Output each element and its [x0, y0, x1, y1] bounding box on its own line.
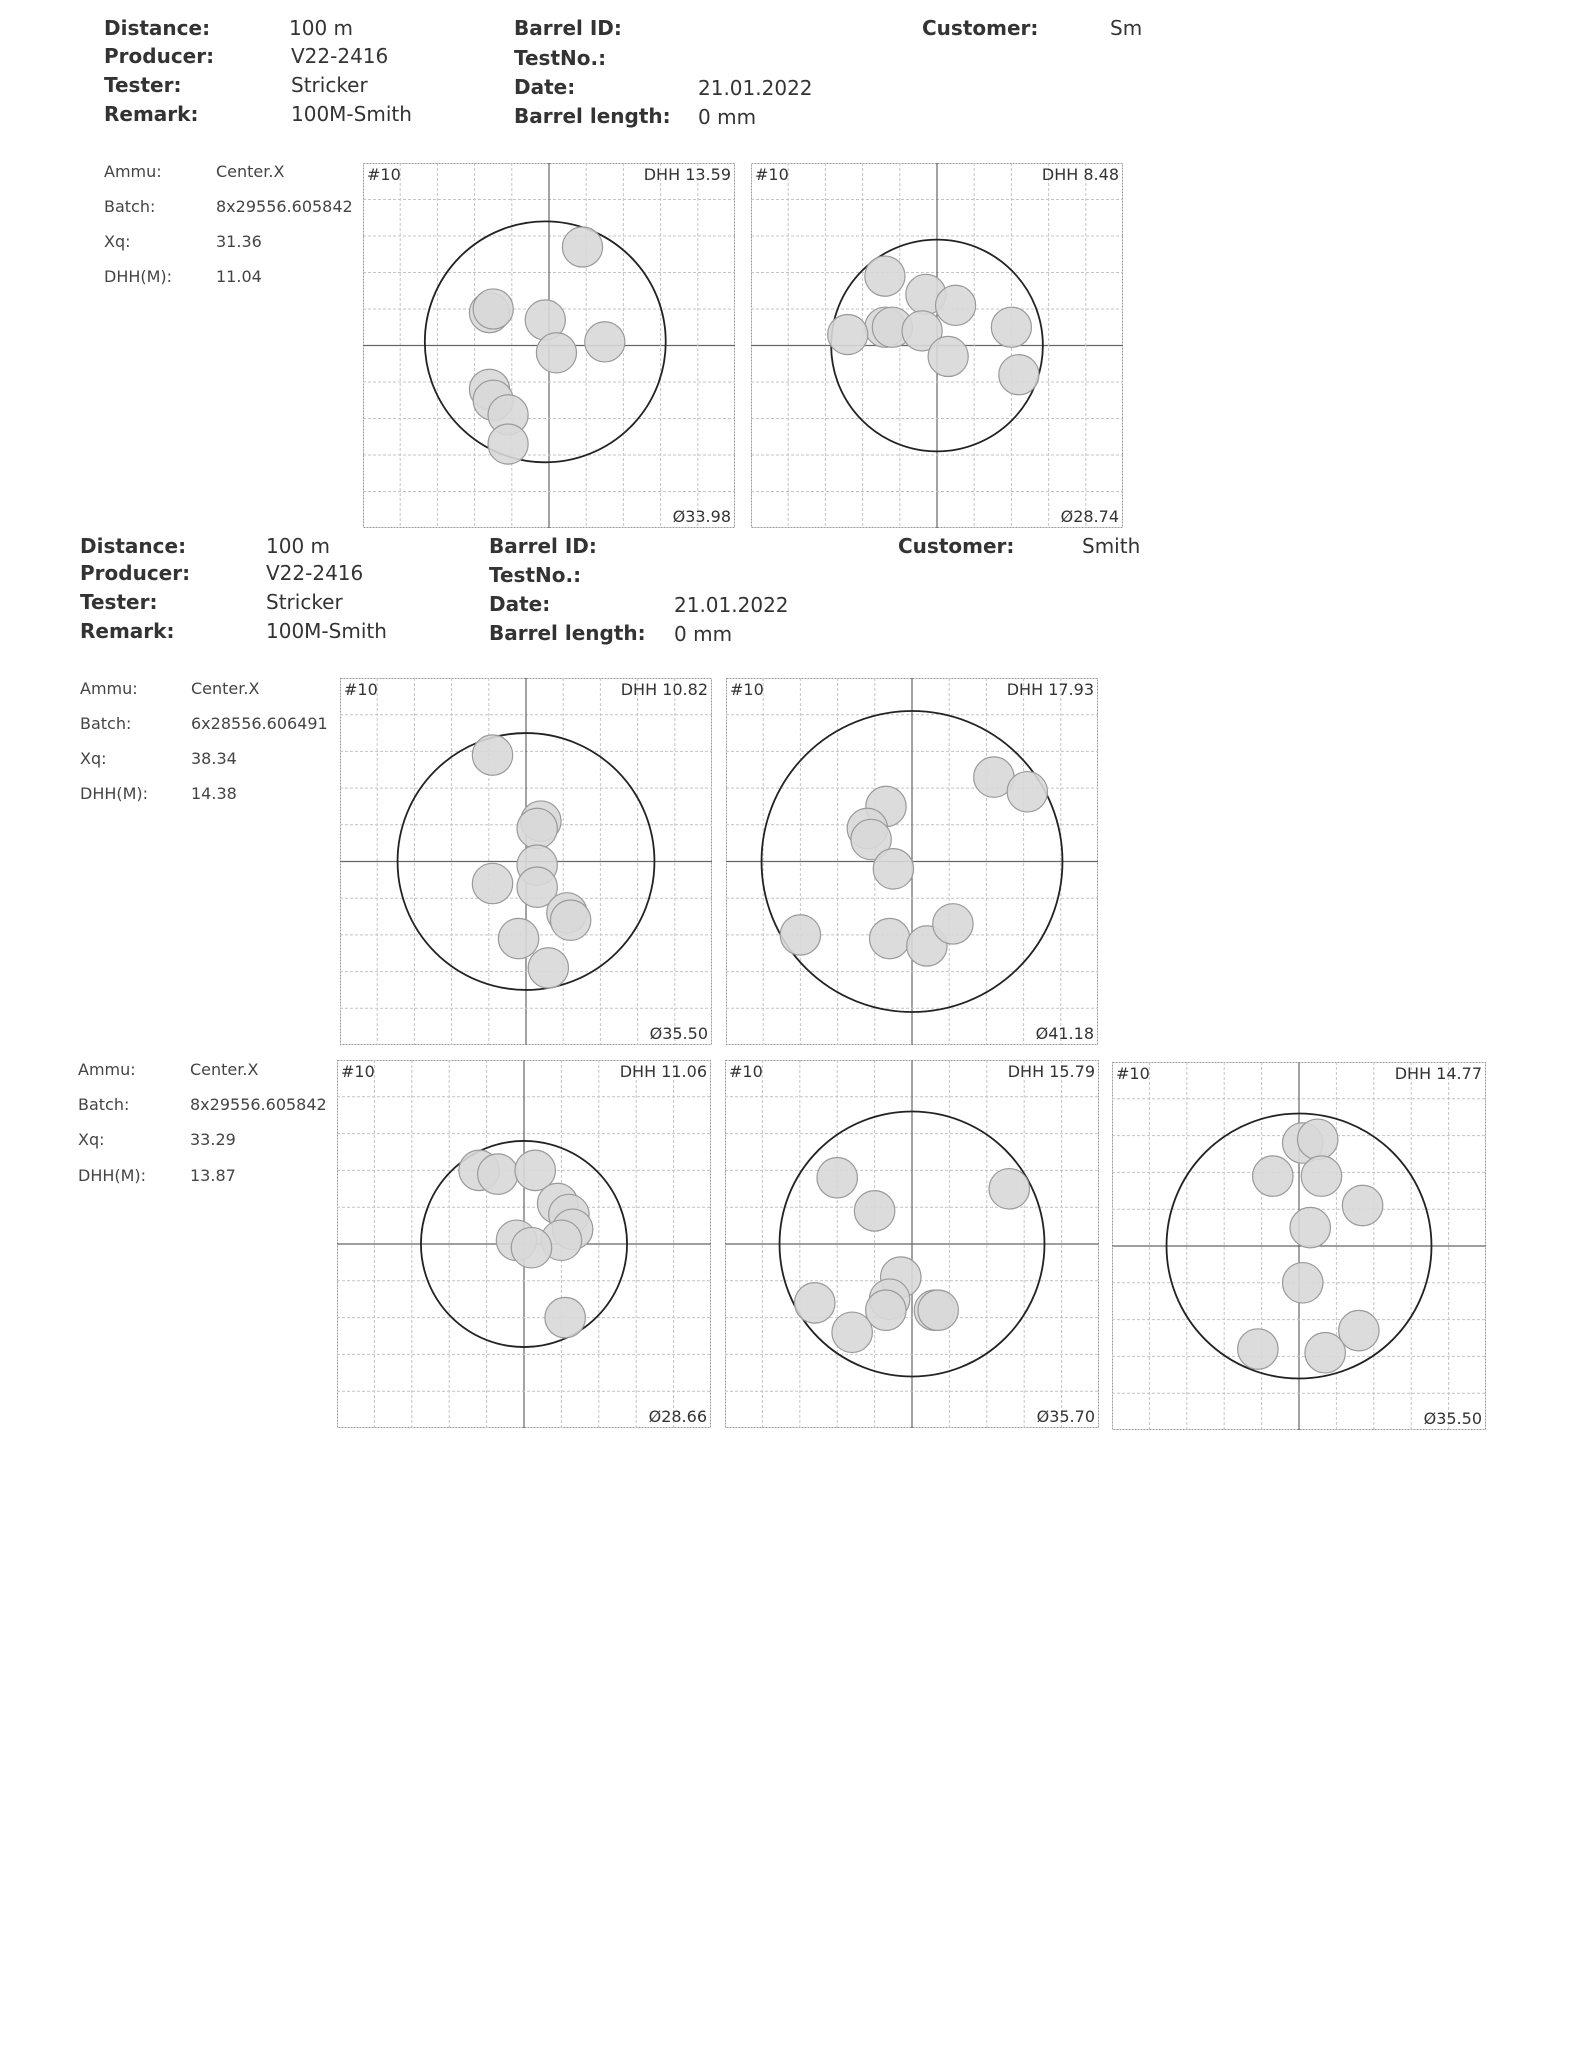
- tester-value: Stricker: [266, 590, 343, 614]
- bullet-hole: [488, 424, 528, 464]
- xq-label: Xq:: [80, 749, 107, 768]
- date-label: Date:: [489, 592, 551, 616]
- bullet-hole: [545, 1297, 585, 1337]
- customer-value: Smith: [1082, 534, 1141, 558]
- shot-count-label: #10: [367, 165, 401, 184]
- bullet-hole: [478, 1154, 518, 1194]
- shot-count-label: #10: [1116, 1064, 1150, 1083]
- ammu-value: Center.X: [216, 162, 285, 181]
- bullet-hole: [1290, 1207, 1330, 1247]
- tester-label: Tester:: [104, 73, 182, 97]
- diameter-label: Ø35.70: [1036, 1407, 1095, 1426]
- target-plot: [751, 163, 1123, 528]
- barrel-id-label-cut: [514, 16, 622, 40]
- customer-label: Customer:: [922, 16, 1039, 40]
- bullet-hole: [999, 355, 1039, 395]
- bullet-hole: [933, 904, 973, 944]
- barrel-length-value: 0 mm: [698, 105, 757, 129]
- shot-count-label: #10: [341, 1062, 375, 1081]
- bullet-hole: [1301, 1156, 1341, 1196]
- producer-value: V22-2416: [291, 44, 389, 68]
- target-7: [1112, 1062, 1486, 1430]
- testno-label: TestNo.:: [514, 46, 607, 70]
- diameter-label: Ø33.98: [672, 507, 731, 526]
- customer-label: Customer:: [898, 534, 1015, 558]
- remark-value: 100M-Smith: [291, 102, 412, 126]
- xq-label: Xq:: [104, 232, 131, 251]
- remark-label: Remark:: [80, 619, 175, 643]
- target-2: [751, 163, 1123, 528]
- bullet-hole: [989, 1169, 1029, 1209]
- ammu-label: Ammu:: [80, 679, 138, 698]
- bullet-hole: [585, 322, 625, 362]
- barrel-length-label: Barrel length:: [489, 621, 646, 645]
- shot-count-label: #10: [755, 165, 789, 184]
- distance-label-cut: [104, 16, 211, 40]
- batch-value: 8x29556.605842: [190, 1095, 327, 1114]
- date-value: 21.01.2022: [698, 76, 813, 100]
- bullet-hole: [472, 735, 512, 775]
- distance-label-cut: [80, 534, 187, 558]
- dhh-label: DHH 10.82: [620, 680, 708, 699]
- ammu-label: Ammu:: [104, 162, 162, 181]
- bullet-hole: [817, 1158, 857, 1198]
- target-1: [363, 163, 735, 528]
- batch-label: Batch:: [78, 1095, 130, 1114]
- distance-value-cut: [289, 16, 354, 40]
- tester-value: Stricker: [291, 73, 368, 97]
- batch-label: Batch:: [104, 197, 156, 216]
- tester-label: Tester:: [80, 590, 158, 614]
- diameter-label: Ø41.18: [1035, 1024, 1094, 1043]
- customer-value-cut: [1110, 16, 1143, 40]
- bullet-hole: [1339, 1310, 1379, 1350]
- distance-value: 100 m: [266, 534, 331, 558]
- dhh-label: DHH(M):: [78, 1166, 147, 1185]
- barrel-id-label: Barrel ID:: [514, 16, 622, 40]
- bullet-hole: [866, 1290, 906, 1330]
- ammu-label: Ammu:: [78, 1060, 136, 1079]
- shot-count-label: #10: [729, 1062, 763, 1081]
- bullet-hole: [936, 285, 976, 325]
- bullet-hole: [1253, 1156, 1293, 1196]
- bullet-hole: [1305, 1332, 1345, 1372]
- dhh-value: 14.38: [191, 784, 237, 803]
- remark-value: 100M-Smith: [266, 619, 387, 643]
- dhh-label: DHH 8.48: [1041, 165, 1119, 184]
- customer-label-cut: [898, 534, 1015, 558]
- bullet-hole: [854, 1191, 894, 1231]
- bullet-hole: [991, 307, 1031, 347]
- bullet-hole: [562, 227, 602, 267]
- dhh-label: DHH 11.06: [619, 1062, 707, 1081]
- dhh-label: DHH 13.59: [643, 165, 731, 184]
- bullet-hole: [517, 808, 557, 848]
- barrel-id-label: Barrel ID:: [489, 534, 597, 558]
- dhh-label: DHH 17.93: [1006, 680, 1094, 699]
- bullet-hole: [528, 948, 568, 988]
- bullet-hole: [869, 918, 909, 958]
- remark-label: Remark:: [104, 102, 199, 126]
- dhh-label: DHH(M):: [104, 267, 173, 286]
- distance-label: Distance:: [104, 16, 211, 40]
- xq-value: 33.29: [190, 1130, 236, 1149]
- diameter-label: Ø35.50: [649, 1024, 708, 1043]
- bullet-hole: [918, 1290, 958, 1330]
- bullet-hole: [472, 863, 512, 903]
- diameter-label: Ø28.74: [1060, 507, 1119, 526]
- ammu-value: Center.X: [191, 679, 260, 698]
- barrel-id-label-cut: [489, 534, 597, 558]
- batch-value: 6x28556.606491: [191, 714, 328, 733]
- customer-value: Sm: [1110, 16, 1143, 40]
- bullet-hole: [928, 336, 968, 376]
- bullet-hole: [865, 256, 905, 296]
- date-value: 21.01.2022: [674, 593, 789, 617]
- target-4: [726, 678, 1098, 1045]
- date-label: Date:: [514, 75, 576, 99]
- dhh-label: DHH 15.79: [1007, 1062, 1095, 1081]
- bullet-hole: [873, 849, 913, 889]
- bullet-hole: [780, 915, 820, 955]
- diameter-label: Ø35.50: [1423, 1409, 1482, 1428]
- target-5: [337, 1060, 711, 1428]
- target-plot: [337, 1060, 711, 1428]
- bullet-hole: [828, 314, 868, 354]
- xq-value: 38.34: [191, 749, 237, 768]
- batch-label: Batch:: [80, 714, 132, 733]
- target-plot: [340, 678, 712, 1045]
- bullet-hole: [1007, 772, 1047, 812]
- bullet-hole: [473, 289, 513, 329]
- customer-label-cut: [922, 16, 1039, 40]
- xq-label: Xq:: [78, 1130, 105, 1149]
- distance-label: Distance:: [80, 534, 187, 558]
- shot-count-label: #10: [730, 680, 764, 699]
- shot-count-label: #10: [344, 680, 378, 699]
- dhh-label: DHH(M):: [80, 784, 149, 803]
- producer-label: Producer:: [80, 561, 191, 585]
- target-plot: [725, 1060, 1099, 1428]
- target-plot: [726, 678, 1098, 1045]
- target-plot: [363, 163, 735, 528]
- target-plot: [1112, 1062, 1486, 1430]
- dhh-value: 11.04: [216, 267, 262, 286]
- bullet-hole: [511, 1227, 551, 1267]
- bullet-hole: [832, 1312, 872, 1352]
- producer-label: Producer:: [104, 44, 215, 68]
- distance-value: 100 m: [289, 16, 354, 40]
- producer-value: V22-2416: [266, 561, 364, 585]
- bullet-hole: [795, 1283, 835, 1323]
- target-6: [725, 1060, 1099, 1428]
- customer-value-cut: [1082, 534, 1141, 558]
- bullet-hole: [1297, 1119, 1337, 1159]
- bullet-hole: [536, 333, 576, 373]
- batch-value: 8x29556.605842: [216, 197, 353, 216]
- barrel-length-label: Barrel length:: [514, 104, 671, 128]
- bullet-hole: [498, 918, 538, 958]
- ammu-value: Center.X: [190, 1060, 259, 1079]
- bullet-hole: [1342, 1185, 1382, 1225]
- bullet-hole: [550, 900, 590, 940]
- dhh-label: DHH 14.77: [1394, 1064, 1482, 1083]
- testno-label: TestNo.:: [489, 563, 582, 587]
- barrel-length-value: 0 mm: [674, 622, 733, 646]
- bullet-hole: [1283, 1263, 1323, 1303]
- bullet-hole: [1238, 1329, 1278, 1369]
- dhh-value: 13.87: [190, 1166, 236, 1185]
- distance-value-cut: [266, 534, 331, 558]
- target-3: [340, 678, 712, 1045]
- diameter-label: Ø28.66: [648, 1407, 707, 1426]
- xq-value: 31.36: [216, 232, 262, 251]
